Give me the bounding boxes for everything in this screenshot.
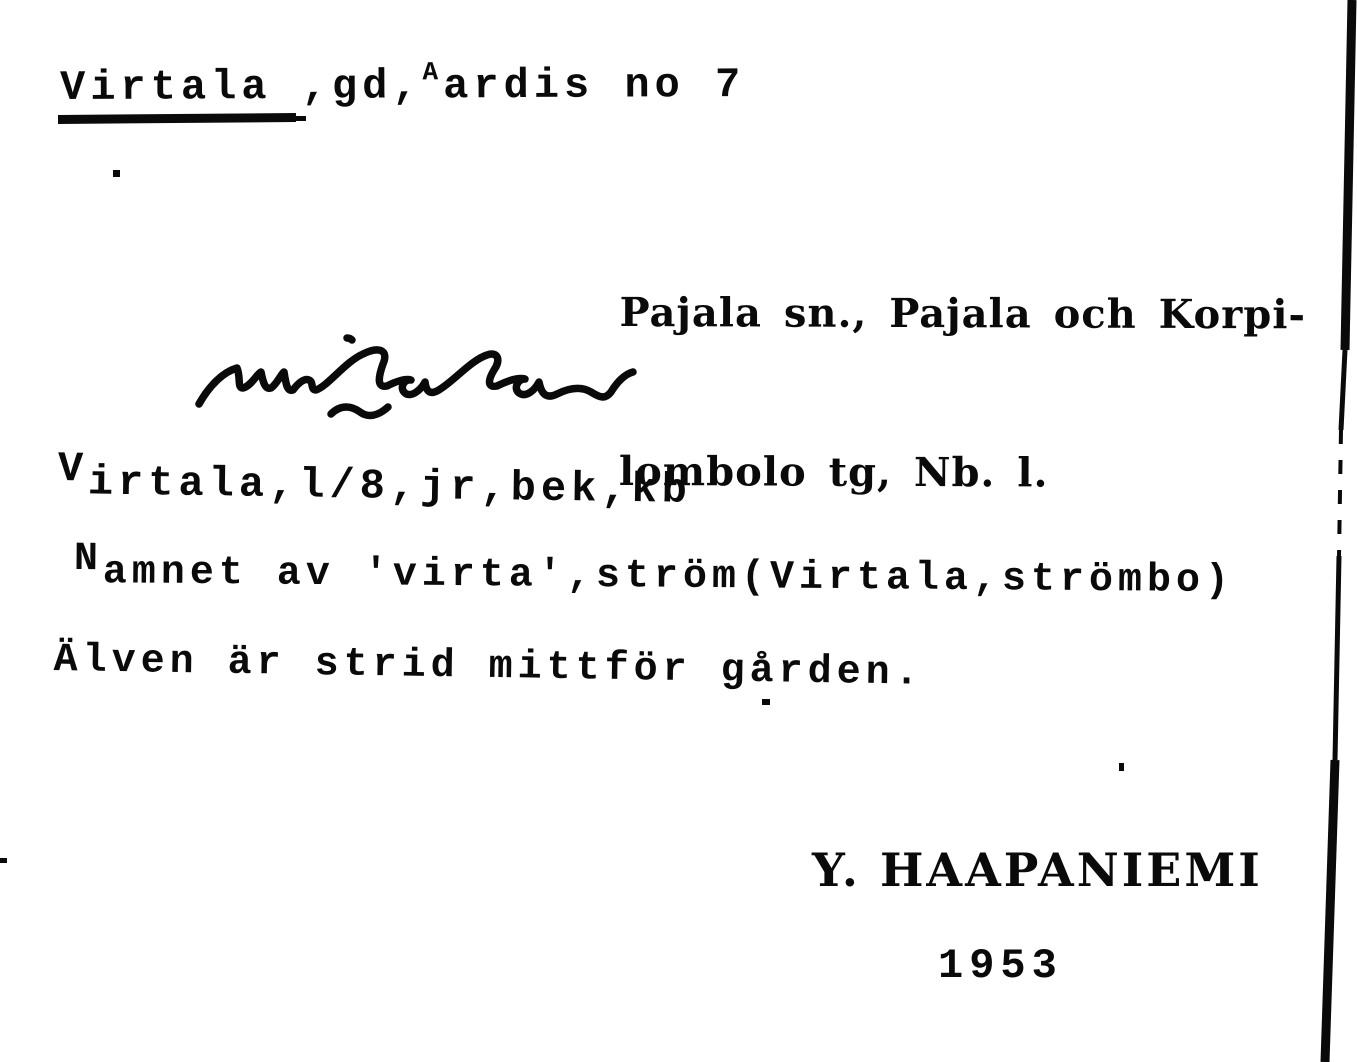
collector-signature: Y. HAAPANIEMI bbox=[812, 843, 1263, 897]
reference-rest: irtala,l/8,jr,bek,kb bbox=[87, 458, 693, 515]
ink-speck bbox=[762, 699, 770, 705]
stamp-line-1: Pajala sn., Pajala och Korpi- bbox=[619, 288, 1307, 339]
reference-raised-letter: V bbox=[57, 445, 89, 494]
heading-underline-extension bbox=[290, 116, 306, 121]
river-note-line: Älven är strid mittför gården. bbox=[53, 638, 925, 697]
record-year: 1953 bbox=[938, 942, 1063, 990]
ink-speck bbox=[0, 858, 7, 863]
ink-speck bbox=[1119, 763, 1124, 771]
ink-speck bbox=[113, 170, 120, 177]
handwritten-virtala bbox=[185, 326, 655, 444]
heading-tail: ardis no 7 bbox=[443, 61, 746, 111]
etymology-rest: amnet av 'virta',ström(Virtala,strömbo) bbox=[102, 550, 1235, 605]
heading-underline bbox=[58, 113, 296, 124]
heading-line bbox=[60, 57, 746, 112]
heading-after: ,gd, bbox=[271, 62, 423, 112]
heading-raised-letter: A bbox=[422, 57, 444, 88]
heading-keyword: Virtala bbox=[60, 63, 272, 112]
parish-stamp bbox=[619, 180, 1307, 606]
handwriting-ink-icon bbox=[185, 326, 655, 444]
etymology-raised-letter: N bbox=[73, 537, 104, 583]
etymology-line bbox=[73, 537, 1235, 605]
reference-line bbox=[57, 445, 693, 515]
stamp-line-2: lombolo tg, Nb. l. bbox=[618, 447, 1049, 497]
